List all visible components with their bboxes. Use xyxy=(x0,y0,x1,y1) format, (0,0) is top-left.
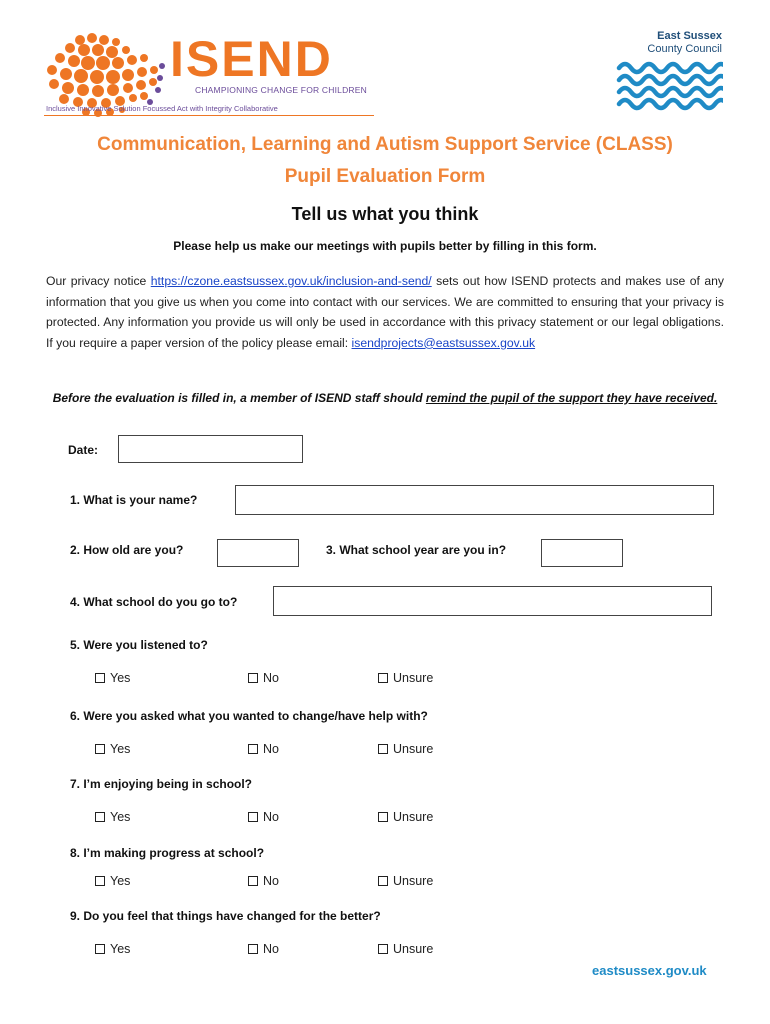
school-name-input[interactable] xyxy=(273,586,712,616)
council-name-line2: County Council xyxy=(647,43,722,55)
q5-unsure-option[interactable] xyxy=(378,671,433,685)
age-input[interactable] xyxy=(217,539,299,567)
option-label: Yes xyxy=(110,671,131,685)
staff-note xyxy=(46,388,724,409)
question-5-label: 5. Were you listened to? xyxy=(70,638,208,652)
form-subtitle: Tell us what you think xyxy=(291,204,479,224)
service-title: Communication, Learning and Autism Support Service (CLASS) xyxy=(97,134,673,155)
question-9-label: 9. Do you feel that things have changed for the better? xyxy=(70,909,381,923)
q7-unsure-option[interactable] xyxy=(378,810,433,824)
option-label: Unsure xyxy=(393,671,434,685)
checkbox[interactable] xyxy=(248,812,258,822)
privacy-email-link[interactable]: isendprojects@eastsussex.gov.uk xyxy=(351,335,536,350)
form-title: Pupil Evaluation Form xyxy=(284,166,486,187)
privacy-text-before: Our privacy notice xyxy=(46,274,151,288)
checkbox[interactable] xyxy=(95,673,105,683)
q8-unsure-option[interactable] xyxy=(378,874,433,888)
checkbox[interactable] xyxy=(95,876,105,886)
option-label: Unsure xyxy=(393,810,434,824)
question-4-label: 4. What school do you go to? xyxy=(70,595,238,609)
option-label: Unsure xyxy=(393,742,434,756)
q7-no-option[interactable] xyxy=(248,810,279,824)
privacy-text-after: sets out how ISEND protects and makes use of any information that you give us when you come into contact with our services. We are committed to ensuring that your privacy is protected. Any information you provide us will only be used in accordance with this privacy statement or our legal obligations. If you require a paper version of the policy please email: xyxy=(46,274,724,350)
privacy-paragraph xyxy=(46,271,724,353)
checkbox[interactable] xyxy=(378,673,388,683)
checkbox[interactable] xyxy=(95,744,105,754)
isend-tagline: CHAMPIONING CHANGE FOR CHILDREN xyxy=(195,85,367,95)
q8-no-option[interactable] xyxy=(248,874,279,888)
checkbox[interactable] xyxy=(95,944,105,954)
question-6-label: 6. Were you asked what you wanted to change/have help with? xyxy=(70,709,428,723)
option-label: No xyxy=(263,742,279,756)
option-label: Yes xyxy=(110,742,131,756)
option-label: Unsure xyxy=(393,942,434,956)
checkbox[interactable] xyxy=(248,744,258,754)
question-3-label: 3. What school year are you in? xyxy=(326,543,507,557)
q6-yes-option[interactable] xyxy=(95,742,130,756)
checkbox[interactable] xyxy=(248,673,258,683)
q9-yes-option[interactable] xyxy=(95,942,130,956)
option-label: Yes xyxy=(110,874,131,888)
question-7-label: 7. I’m enjoying being in school? xyxy=(70,777,253,791)
checkbox[interactable] xyxy=(248,876,258,886)
council-name xyxy=(630,30,722,56)
checkbox[interactable] xyxy=(378,744,388,754)
q8-yes-option[interactable] xyxy=(95,874,130,888)
q5-no-option[interactable] xyxy=(248,671,279,685)
option-label: No xyxy=(263,810,279,824)
option-label: Unsure xyxy=(393,874,434,888)
isend-values: Inclusive Innovative Solution Focussed Act with Integrity Collaborative xyxy=(46,104,278,113)
q7-yes-option[interactable] xyxy=(95,810,130,824)
council-wave-logo xyxy=(615,56,723,116)
option-label: Yes xyxy=(110,810,131,824)
staff-note-underlined: remind the pupil of the support they have received. xyxy=(425,391,718,405)
isend-divider xyxy=(44,115,374,116)
council-name-line1: East Sussex xyxy=(657,30,722,42)
question-1-label: 1. What is your name? xyxy=(70,493,198,507)
checkbox[interactable] xyxy=(378,876,388,886)
isend-wordmark: ISEND xyxy=(170,31,333,87)
q5-yes-option[interactable] xyxy=(95,671,130,685)
q6-unsure-option[interactable] xyxy=(378,742,433,756)
privacy-link[interactable]: https://czone.eastsussex.gov.uk/inclusion-and-send/ xyxy=(150,274,432,288)
checkbox[interactable] xyxy=(95,812,105,822)
intro-text: Please help us make our meetings with pupils better by filling in this form. xyxy=(173,239,597,253)
staff-note-text: Before the evaluation is filled in, a member of ISEND staff should xyxy=(52,391,426,405)
footer-url[interactable]: eastsussex.gov.uk xyxy=(592,963,707,978)
question-2-label: 2. How old are you? xyxy=(70,543,184,557)
date-label: Date: xyxy=(68,443,99,457)
name-input[interactable] xyxy=(235,485,714,515)
checkbox[interactable] xyxy=(378,944,388,954)
school-year-input[interactable] xyxy=(541,539,623,567)
option-label: No xyxy=(263,874,279,888)
q9-no-option[interactable] xyxy=(248,942,279,956)
q9-unsure-option[interactable] xyxy=(378,942,433,956)
q6-no-option[interactable] xyxy=(248,742,279,756)
checkbox[interactable] xyxy=(248,944,258,954)
option-label: Yes xyxy=(110,942,131,956)
checkbox[interactable] xyxy=(378,812,388,822)
option-label: No xyxy=(263,942,279,956)
date-input[interactable] xyxy=(118,435,303,463)
question-8-label: 8. I’m making progress at school? xyxy=(70,846,265,860)
option-label: No xyxy=(263,671,279,685)
